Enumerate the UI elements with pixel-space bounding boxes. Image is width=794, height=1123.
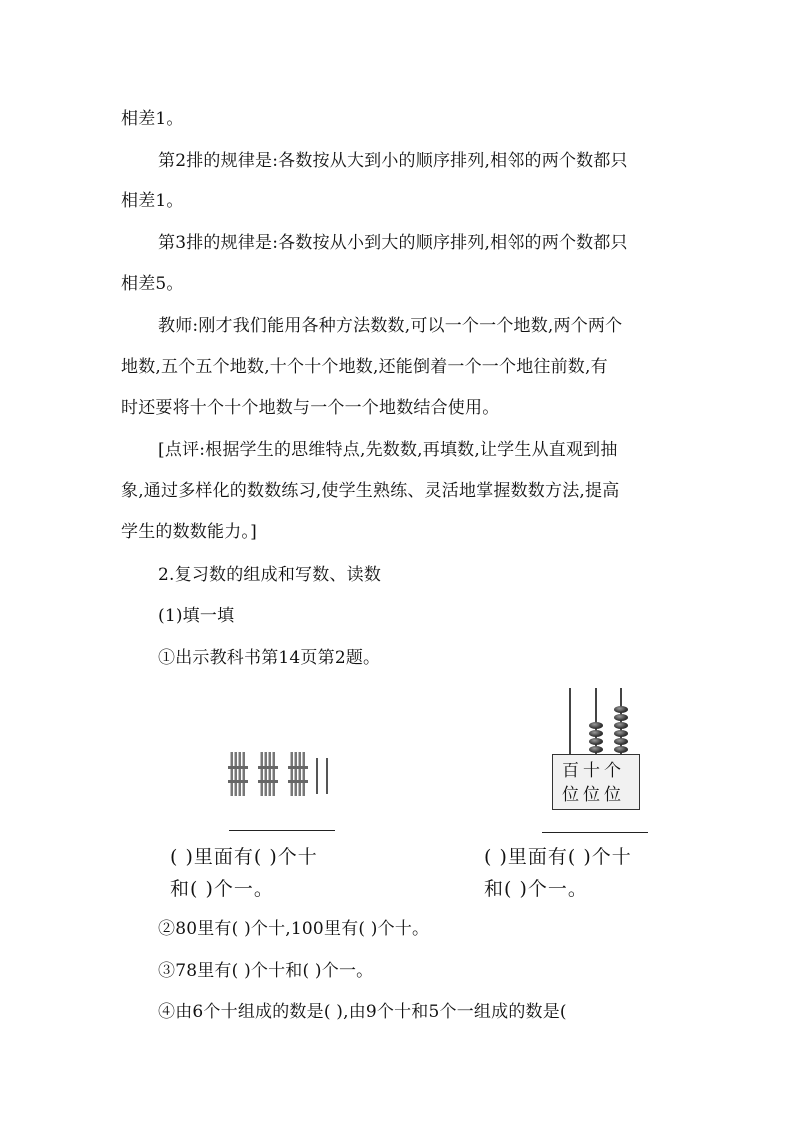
text-line: 教师:刚才我们能用各种方法数数,可以一个一个地数,两个两个 — [158, 316, 623, 336]
text-line: 地数,五个五个地数,十个十个地数,还能倒着一个一个地往前数,有 — [121, 357, 608, 377]
abacus-figure — [552, 688, 642, 812]
text-line: 学生的数数能力。] — [121, 522, 257, 542]
question-3: ③78里有( )个十和( )个一。 — [158, 961, 374, 981]
fill-blank-left-2: 和( )个一。 — [170, 878, 274, 900]
abacus-bead — [614, 746, 628, 753]
abacus-label-box — [552, 754, 640, 810]
text-line: [点评:根据学生的思维特点,先数数,再填数,让学生从直观到抽 — [158, 440, 618, 460]
stick-bundle — [258, 752, 278, 798]
abacus-bead — [589, 738, 603, 745]
section-heading: 2.复习数的组成和写数、读数 — [158, 565, 382, 585]
fill-blank-right-2: 和( )个一。 — [484, 878, 588, 900]
counting-sticks-figure — [228, 752, 338, 800]
abacus-bead — [614, 722, 628, 729]
text-line: 时还要将十个十个地数与一个一个地数结合使用。 — [121, 398, 500, 418]
answer-underline — [229, 830, 335, 831]
fill-blank-right-1: ( )里面有( )个十 — [484, 846, 632, 868]
abacus-bead — [614, 730, 628, 737]
abacus-label-bottom: 位位位 — [562, 785, 625, 805]
text-line: 相差1。 — [121, 191, 184, 211]
question-4: ④由6个十组成的数是( ),由9个十和5个一组成的数是( — [158, 1002, 567, 1022]
abacus-label-top: 百十个 — [562, 761, 625, 781]
abacus-bead — [614, 714, 628, 721]
text-line: 相差5。 — [121, 274, 184, 294]
answer-underline — [542, 832, 648, 833]
abacus-bead — [589, 722, 603, 729]
text-line: 第3排的规律是:各数按从小到大的顺序排列,相邻的两个数都只 — [158, 233, 628, 253]
abacus-bead — [589, 746, 603, 753]
single-stick — [326, 758, 328, 794]
stick-bundle — [228, 752, 248, 798]
question-2: ②80里有( )个十,100里有( )个十。 — [158, 919, 430, 939]
single-stick — [316, 758, 318, 794]
subsection-heading: (1)填一填 — [158, 606, 235, 626]
text-line: 第2排的规律是:各数按从大到小的顺序排列,相邻的两个数都只 — [158, 151, 628, 171]
stick-bundle — [288, 752, 308, 798]
abacus-rod-hundreds — [569, 688, 571, 756]
abacus-bead — [589, 730, 603, 737]
abacus-bead — [614, 738, 628, 745]
abacus-bead — [614, 706, 628, 713]
text-line: 相差1。 — [121, 109, 184, 129]
text-line: 象,通过多样化的数数练习,使学生熟练、灵活地掌握数数方法,提高 — [121, 481, 620, 501]
text-line: ①出示教科书第14页第2题。 — [158, 648, 381, 668]
fill-blank-left-1: ( )里面有( )个十 — [170, 846, 318, 868]
